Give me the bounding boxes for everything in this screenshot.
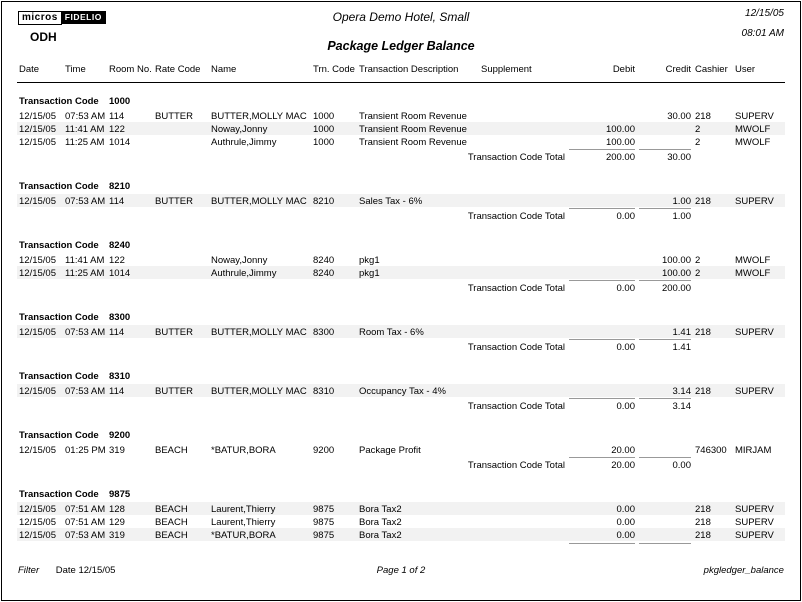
rule-credit [637,541,693,551]
cell-name: BUTTER,MOLLY MAC [209,194,311,207]
ledger-row [17,135,785,148]
cell-room: 122 [107,122,153,135]
cell-trn: 9875 [311,502,357,515]
cell-date: 12/15/05 [17,528,63,541]
column-header-rate-code: Rate Code [153,60,209,83]
cell-cashier: 2 [693,122,733,135]
total-spacer-right [693,456,785,476]
cell-date: 12/15/05 [19,137,56,148]
cell-debit [567,266,637,279]
ledger-row [17,515,785,528]
ledger-table-wrap [2,60,800,551]
cell-supplement [479,528,567,541]
cell-description: Transient Room Revenue [357,122,479,135]
transaction-code-section-header [17,417,785,443]
column-header-room-no: Room No. [107,60,153,83]
transaction-code-total-row [17,456,785,476]
cell-date: 12/15/05 [17,266,63,279]
cell-debit: 20.00 [611,445,635,456]
total-spacer-right [693,207,785,227]
cell-debit: 100.00 [605,137,635,148]
cell-debit [567,384,637,397]
cell-credit [637,502,693,515]
cell-description: Bora Tax2 [359,517,402,528]
transaction-code-value: 8310 [109,371,131,382]
cell-description: Sales Tax - 6% [357,194,479,207]
transaction-code-total-row [17,279,785,299]
footer-left [18,565,271,576]
cell-supplement [479,502,567,515]
cell-description: pkg1 [359,255,380,266]
cell-cashier: 218 [693,384,733,397]
cell-credit: 100.00 [661,255,691,266]
total-spacer [17,397,357,417]
cell-credit [637,515,693,528]
cell-supplement [479,135,567,148]
total-spacer [17,338,357,358]
column-header-debit: Debit [567,60,637,83]
cell-cashier: 2 [695,137,701,148]
cell-date: 12/15/05 [17,502,63,515]
cell-user: MWOLF [735,255,771,266]
ledger-row [17,266,785,279]
cell-debit [567,253,637,266]
cell-date: 12/15/05 [19,255,56,266]
total-label: Transaction Code Total [467,283,565,294]
column-header-user: User [733,60,785,83]
column-header-cashier: Cashier [693,60,733,83]
cell-time: 11:25 AM [63,266,107,279]
cell-cashier: 2 [693,266,733,279]
hotel-name: Opera Demo Hotel, Small [332,10,470,24]
cell-name: Authrule,Jimmy [209,266,311,279]
total-spacer-right [693,148,785,168]
report-time: 08:01 AM [741,28,784,39]
section-continuation-rule-row [17,541,785,551]
total-debit-value: 20.00 [569,457,635,471]
transaction-code-label: Transaction Code [19,181,99,192]
cell-rate [153,122,209,135]
cell-supplement [479,384,567,397]
report-footer [2,565,800,600]
cell-user: MIRJAM [735,445,772,456]
transaction-code-section-header [17,83,785,110]
cell-supplement [479,194,567,207]
property-code: ODH [30,30,57,44]
cell-credit: 3.14 [637,384,693,397]
cell-rate: BUTTER [153,325,209,338]
cell-name: Laurent,Thierry [211,517,276,528]
total-credit-value: 200.00 [639,280,691,294]
cell-supplement [479,515,567,528]
cell-description: Bora Tax2 [357,502,479,515]
cell-date: 12/15/05 [17,194,63,207]
cell-supplement [479,266,567,279]
cell-debit [567,109,637,122]
cell-user: SUPERV [733,325,785,338]
total-debit-value: 0.00 [569,208,635,222]
footer-date: Date 12/15/05 [55,565,116,576]
header-center [271,7,531,60]
total-spacer-right [693,338,785,358]
cell-debit [567,325,637,338]
cell-time: 07:53 AM [65,111,106,122]
cell-room: 122 [109,255,125,266]
report-title: Package Ledger Balance [327,39,475,53]
ledger-row [17,528,785,541]
cell-time: 07:51 AM [65,517,106,528]
filter-label: Filter [18,565,40,576]
total-spacer [17,148,357,168]
transaction-code-label: Transaction Code [19,240,99,251]
cell-trn: 8300 [311,325,357,338]
header-left [18,7,271,60]
fidelio-logo-text: FIDELIO [61,11,106,24]
total-debit [567,148,637,168]
total-debit [567,338,637,358]
ledger-row [17,325,785,338]
cell-debit: 0.00 [567,528,637,541]
cell-supplement [479,109,567,122]
cell-trn: 9875 [313,517,335,528]
transaction-code-value: 8300 [109,312,131,323]
cell-trn: 8210 [311,194,357,207]
transaction-code-label: Transaction Code [19,312,99,323]
column-header-row [17,60,785,83]
cell-credit [637,443,693,456]
cell-date: 12/15/05 [19,445,56,456]
cell-debit: 0.00 [616,517,635,528]
cell-user: MWOLF [733,122,785,135]
cell-room: 1014 [107,266,153,279]
cell-cashier: 218 [693,502,733,515]
transaction-code-section-header [17,168,785,194]
cell-trn: 9200 [313,445,335,456]
total-label: Transaction Code Total [467,211,565,222]
rule-debit [567,541,637,551]
total-spacer-right [693,279,785,299]
cell-description: Package Profit [359,445,421,456]
total-debit [567,456,637,476]
cell-time: 07:53 AM [65,196,106,207]
ledger-row [17,253,785,266]
column-header-time: Time [63,60,107,83]
rule-debit-value [569,543,635,547]
cell-rate: BEACH [153,502,209,515]
cell-trn: 1000 [313,111,335,122]
cell-room: 128 [107,502,153,515]
cell-name: *BATUR,BORA [211,445,276,456]
cell-supplement [479,443,567,456]
cell-time: 11:25 AM [65,137,105,148]
transaction-code-label: Transaction Code [19,489,99,500]
total-credit-value: 1.00 [639,208,691,222]
cell-cashier: 746300 [695,445,727,456]
total-spacer [17,456,357,476]
cell-cashier: 218 [695,517,711,528]
transaction-code-total-row [17,148,785,168]
cell-cashier: 218 [693,325,733,338]
column-header-credit: Credit [637,60,693,83]
cell-cashier: 218 [695,111,711,122]
cell-description: Occupancy Tax - 4% [357,384,479,397]
column-header-trn-code: Trn. Code [311,60,357,83]
cell-rate: BEACH [153,528,209,541]
total-label: Transaction Code Total [467,152,565,163]
cell-trn: 1000 [313,137,335,148]
total-spacer [17,207,357,227]
transaction-code-value: 9875 [109,489,131,500]
cell-debit: 100.00 [567,122,637,135]
rule-spacer-right [693,541,785,551]
cell-rate [153,266,209,279]
cell-time: 07:51 AM [65,504,106,515]
total-credit [637,456,693,476]
total-credit-value: 30.00 [639,149,691,163]
cell-rate: BUTTER [153,384,209,397]
transaction-code-label: Transaction Code [19,96,99,107]
cell-time: 07:53 AM [65,386,106,397]
micros-fidelio-logo [18,11,106,25]
cell-user: SUPERV [735,111,774,122]
cell-user: SUPERV [733,528,785,541]
report-file-name: pkgledger_balance [703,565,784,576]
cell-cashier: 2 [695,255,701,266]
cell-room: 114 [109,111,125,122]
cell-credit [637,122,693,135]
cell-trn: 8240 [311,266,357,279]
total-debit-value: 0.00 [569,339,635,353]
cell-time: 11:41 AM [63,122,107,135]
total-credit-value: 0.00 [639,457,691,471]
total-debit [567,279,637,299]
cell-credit [637,528,693,541]
cell-user: SUPERV [733,194,785,207]
transaction-code-value: 1000 [109,96,131,107]
cell-rate [153,253,209,266]
total-credit [637,279,693,299]
cell-credit: 30.00 [667,111,691,122]
rule-credit-value [639,543,691,547]
cell-name: Noway,Jonny [211,255,268,266]
cell-user: MWOLF [733,266,785,279]
cell-description: pkg1 [357,266,479,279]
cell-description: Transient Room Revenue [359,111,467,122]
cell-user: SUPERV [733,384,785,397]
cell-cashier: 218 [693,528,733,541]
total-debit-value: 0.00 [569,398,635,412]
cell-rate: BEACH [155,445,188,456]
total-debit [567,397,637,417]
cell-trn: 8240 [313,255,335,266]
micros-logo-text: micros [18,11,62,25]
total-credit-value: 3.14 [639,398,691,412]
cell-description: Room Tax - 6% [357,325,479,338]
report-header [2,2,800,60]
total-credit [637,338,693,358]
cell-credit [637,135,693,148]
cell-supplement [479,325,567,338]
transaction-code-value: 8240 [109,240,131,251]
cell-debit [567,194,637,207]
cell-supplement [479,253,567,266]
total-debit-value: 200.00 [569,149,635,163]
total-spacer [17,279,357,299]
ledger-row [17,384,785,397]
ledger-row [17,122,785,135]
cell-room: 114 [107,325,153,338]
cell-date: 12/15/05 [17,122,63,135]
column-header-name: Name [209,60,311,83]
total-credit [637,207,693,227]
transaction-code-total-row [17,397,785,417]
cell-room: 319 [107,528,153,541]
cell-name: Laurent,Thierry [209,502,311,515]
report-date: 12/15/05 [745,8,784,19]
transaction-code-section-header [17,299,785,325]
header-right [531,7,784,60]
cell-time: 07:53 AM [65,327,106,338]
total-label: Transaction Code Total [467,401,565,412]
cell-name: BUTTER,MOLLY MAC [211,111,307,122]
cell-trn: 8310 [311,384,357,397]
cell-room: 114 [107,384,153,397]
cell-time: 01:25 PM [65,445,106,456]
cell-cashier: 218 [693,194,733,207]
total-credit [637,397,693,417]
transaction-code-label: Transaction Code [19,430,99,441]
column-header-date: Date [17,60,63,83]
total-debit [567,207,637,227]
ledger-row [17,502,785,515]
transaction-code-section-header [17,358,785,384]
transaction-code-value: 9200 [109,430,131,441]
cell-date: 12/15/05 [19,111,56,122]
cell-time: 07:53 AM [65,530,106,541]
total-spacer-right [693,397,785,417]
cell-date: 12/15/05 [17,325,63,338]
cell-room: 114 [107,194,153,207]
cell-user: SUPERV [733,502,785,515]
cell-user: SUPERV [735,517,774,528]
cell-time: 11:41 AM [65,255,105,266]
cell-date: 12/15/05 [19,517,56,528]
ledger-row [17,109,785,122]
page-number: Page 1 of 2 [376,565,426,576]
total-credit [637,148,693,168]
total-credit-value: 1.41 [639,339,691,353]
transaction-code-total-row [17,338,785,358]
cell-credit: 100.00 [637,266,693,279]
cell-rate: BUTTER [155,111,193,122]
transaction-code-section-header [17,476,785,502]
cell-description: Transient Room Revenue [359,137,467,148]
transaction-code-value: 8210 [109,181,131,192]
rule-spacer [17,541,567,551]
cell-name: Authrule,Jimmy [211,137,277,148]
cell-name: BUTTER,MOLLY MAC [209,384,311,397]
cell-rate [153,135,209,148]
cell-description: Bora Tax2 [357,528,479,541]
total-debit-value: 0.00 [569,280,635,294]
ledger-table [17,60,785,551]
column-header-transaction-description: Transaction Description [357,60,479,83]
total-label: Transaction Code Total [467,342,565,353]
report-page [1,1,801,601]
cell-name: BUTTER,MOLLY MAC [209,325,311,338]
cell-name: Noway,Jonny [209,122,311,135]
transaction-code-total-row [17,207,785,227]
cell-rate: BEACH [155,517,188,528]
cell-date: 12/15/05 [17,384,63,397]
cell-credit: 1.41 [637,325,693,338]
cell-credit: 1.00 [637,194,693,207]
ledger-table-body [17,83,785,552]
cell-room: 129 [109,517,125,528]
transaction-code-section-header [17,227,785,253]
transaction-code-label: Transaction Code [19,371,99,382]
column-header-supplement: Supplement [479,60,567,83]
cell-room: 1014 [109,137,131,148]
cell-room: 319 [109,445,125,456]
total-label: Transaction Code Total [467,460,565,471]
cell-supplement [479,122,567,135]
ledger-row [17,194,785,207]
cell-trn: 9875 [311,528,357,541]
cell-name: *BATUR,BORA [209,528,311,541]
cell-debit: 0.00 [567,502,637,515]
cell-user: MWOLF [735,137,771,148]
cell-trn: 1000 [311,122,357,135]
ledger-row [17,443,785,456]
cell-rate: BUTTER [153,194,209,207]
